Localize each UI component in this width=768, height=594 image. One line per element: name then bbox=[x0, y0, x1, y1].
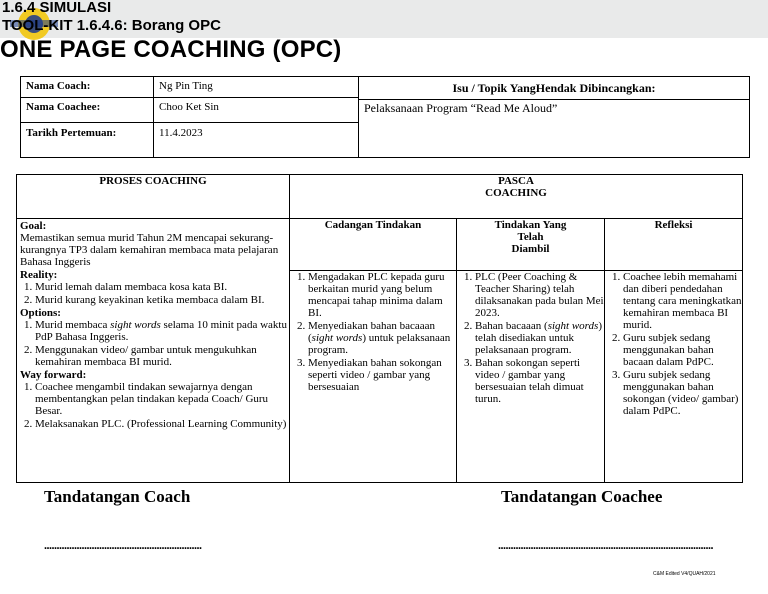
list-item: 1. Murid lemah dalam membaca kosa kata BI. bbox=[35, 281, 289, 293]
list-item: 3. Guru subjek sedang menggunakan bahan sokongan (video/ gambar) dalam PdPC. bbox=[623, 369, 742, 417]
list-item: 3. Bahan sokongan seperti video / gambar yang bersesuaian telah dimuat turun. bbox=[475, 357, 604, 405]
goal-label: Goal: bbox=[20, 220, 47, 232]
list-item: 2. Menggunakan video/ gambar untuk mengukuhkan kemahiran membaca BI murid. bbox=[35, 344, 289, 368]
tindakan-content bbox=[457, 271, 605, 483]
meeting-date-value: 11.4.2023 bbox=[159, 127, 203, 139]
list-item: 2. Melaksanakan PLC. (Professional Learning Community) bbox=[35, 418, 289, 430]
reality-list bbox=[17, 281, 289, 306]
header-line-1: 1.6.4 SIMULASI bbox=[2, 0, 112, 16]
list-item: 3. Menyediakan bahan sokongan seperti video / gambar yang bersesuaian bbox=[308, 357, 456, 393]
coachee-name-label: Nama Coachee: bbox=[26, 101, 101, 113]
goal-text: Memastikan semua murid Tahun 2M mencapai sekurang-kurangnya TP3 dalam kemahiran membaca mata pelajaran Bahasa Inggeris bbox=[20, 232, 279, 268]
issue-label: Isu / Topik YangHendak Dibincangkan: bbox=[452, 81, 656, 95]
coachee-name-value: Choo Ket Sin bbox=[159, 101, 219, 113]
reality-label: Reality: bbox=[20, 269, 58, 281]
page-title: ONE PAGE COACHING (OPC) bbox=[0, 36, 342, 63]
coachee-signature-line: ...................................................................................... bbox=[498, 538, 713, 552]
coach-name-value: Ng Pin Ting bbox=[159, 80, 213, 92]
proses-coaching-content bbox=[17, 219, 290, 483]
coaching-table bbox=[16, 174, 743, 483]
list-item: 2. Murid kurang keyakinan ketika membaca dalam BI. bbox=[35, 294, 289, 306]
header-line-2: TOOL-KIT 1.6.4.6: Borang OPC bbox=[2, 17, 221, 34]
list-item: 1. PLC (Peer Coaching & Teacher Sharing) telah dilaksanakan pada bulan Mei 2023. bbox=[475, 271, 604, 319]
coach-signature-label: Tandatangan Coach bbox=[44, 487, 191, 506]
options-label: Options: bbox=[20, 307, 61, 319]
coachee-signature-label: Tandatangan Coachee bbox=[501, 487, 663, 506]
meeting-date-label: Tarikh Pertemuan: bbox=[26, 127, 117, 139]
way-forward-label: Way forward: bbox=[20, 369, 87, 381]
coach-name-label: Nama Coach: bbox=[26, 80, 91, 92]
list-item: 2. Bahan bacaaan (sight words) telah disediakan untuk pelaksanaan program. bbox=[475, 320, 604, 356]
list-item: 1. Murid membaca sight words selama 10 minit pada waktu PdP Bahasa Inggeris. bbox=[35, 319, 289, 343]
list-item: 2. Menyediakan bahan bacaaan (sight words) untuk pelaksanaan program. bbox=[308, 320, 456, 356]
footer-note: C&M Edited V4/QUAH/2021 bbox=[653, 571, 716, 577]
way-forward-list bbox=[17, 381, 289, 430]
list-item: 1. Mengadakan PLC kepada guru berkaitan murid yang belum mencapai tahap minima dalam BI. bbox=[308, 271, 456, 319]
refleksi-heading: Refleksi bbox=[605, 219, 743, 271]
cadangan-heading: Cadangan Tindakan bbox=[290, 219, 457, 271]
list-item: 1. Coachee mengambil tindakan sewajarnya dengan membentangkan pelan tindakan kepada Coach/ Guru Besar. bbox=[35, 381, 289, 417]
list-item: 1. Coachee lebih memahami dan diberi pendedahan tentang cara meningkatkan kemahiran membaca BI murid. bbox=[623, 271, 742, 331]
refleksi-content bbox=[605, 271, 743, 483]
options-list bbox=[17, 319, 289, 368]
proses-coaching-heading: PROSES COACHING bbox=[17, 175, 290, 219]
tindakan-heading: Tindakan Yang Telah Diambil bbox=[457, 219, 605, 271]
cadangan-content bbox=[290, 271, 457, 483]
coach-signature-line: ............................................................... bbox=[44, 538, 202, 552]
list-item: 2. Guru subjek sedang menggunakan bahan bacaan dalam PdPC. bbox=[623, 332, 742, 368]
pasca-coaching-heading: PASCA COACHING bbox=[290, 175, 743, 219]
issue-value: Pelaksanaan Program “Read Me Aloud” bbox=[364, 101, 558, 115]
